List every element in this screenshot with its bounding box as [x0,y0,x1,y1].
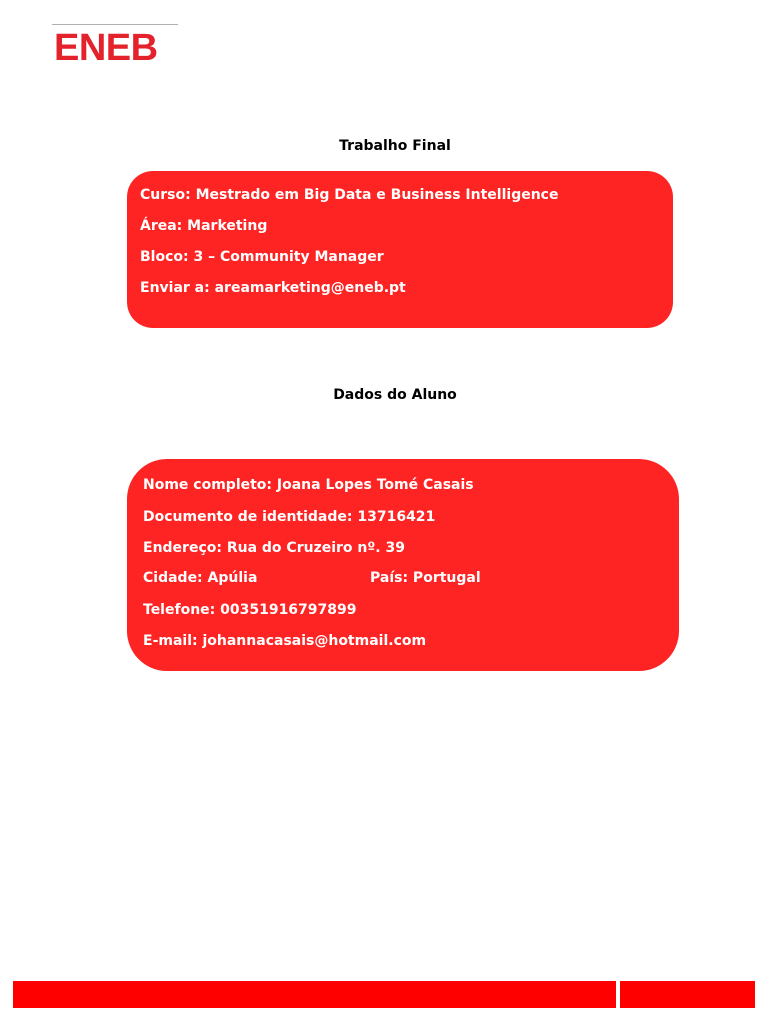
logo-rule [52,24,178,25]
block-line: Bloco: 3 – Community Manager [140,249,384,265]
address-line: Endereço: Rua do Cruzeiro nº. 39 [143,540,405,556]
send-to-line: Enviar a: areamarketing@eneb.pt [140,280,406,296]
student-card [127,459,679,671]
country-line: País: Portugal [370,570,481,586]
footer-bar-right [620,981,755,1008]
full-name-line: Nome completo: Joana Lopes Tomé Casais [143,477,474,493]
id-document-line: Documento de identidade: 13716421 [143,509,436,525]
phone-line: Telefone: 00351916797899 [143,602,357,618]
student-data-title: Dados do Aluno [333,387,457,403]
city-line: Cidade: Apúlia [143,570,258,586]
assignment-card [127,171,673,328]
footer-bar-left [13,981,616,1008]
email-line: E-mail: johannacasais@hotmail.com [143,633,427,649]
area-line: Área: Marketing [140,218,268,234]
eneb-logo: ENEB [54,27,158,69]
assignment-title: Trabalho Final [339,138,451,154]
course-line: Curso: Mestrado em Big Data e Business Intelligence [140,187,559,203]
